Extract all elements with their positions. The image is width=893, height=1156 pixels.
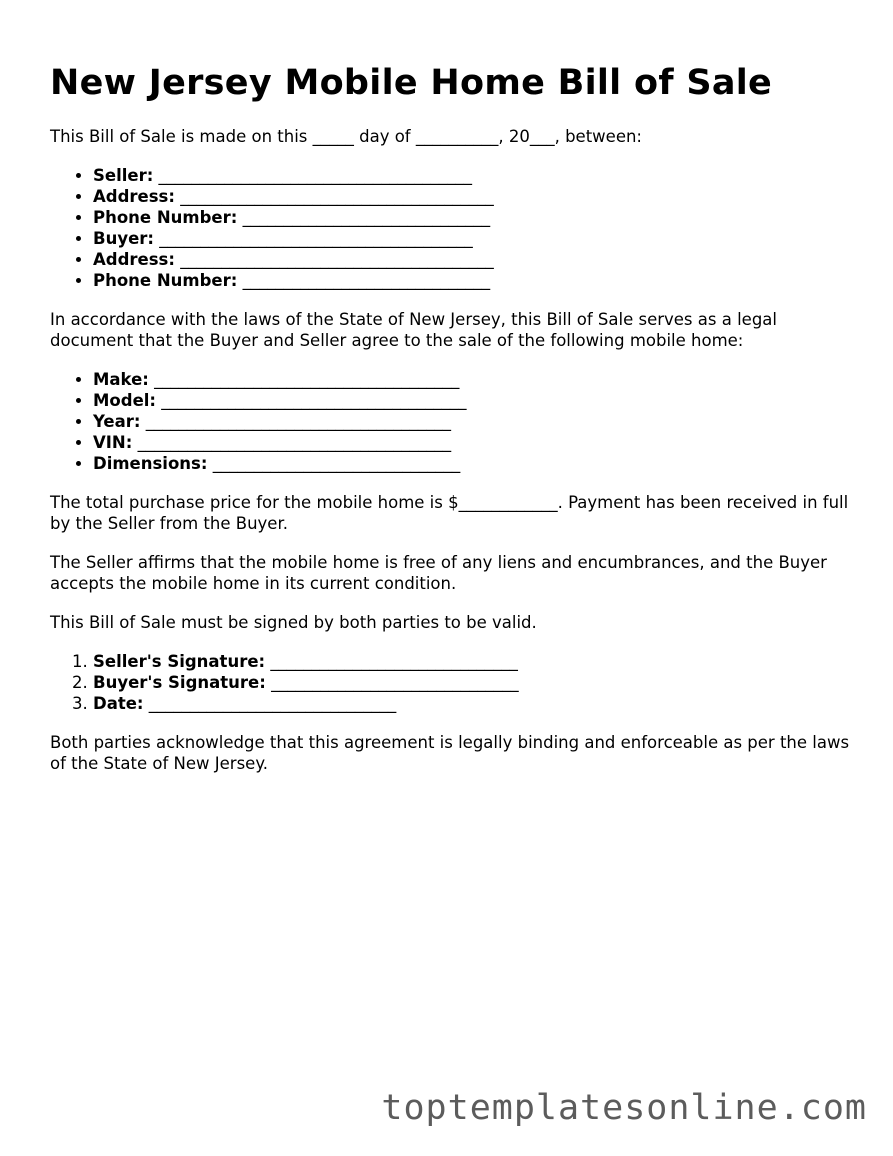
field-label: Phone Number: <box>93 208 238 227</box>
field-label: Address: <box>93 187 175 206</box>
parties-list <box>50 165 850 291</box>
signing-note: This Bill of Sale must be signed by both parties to be valid. <box>50 613 537 632</box>
list-item-seller <box>93 165 850 186</box>
document-page <box>50 56 850 792</box>
list-item-buyer-address <box>93 249 850 270</box>
field-blank: ______________________________________ <box>174 250 494 269</box>
accordance-paragraph: In accordance with the laws of the State of New Jersey, this Bill of Sale serves as a legal document that the Buyer and Seller agree to the sale of the following mobile home: <box>50 310 777 350</box>
field-label: Seller: <box>93 166 154 185</box>
field-label: Phone Number: <box>93 271 238 290</box>
field-blank: ______________________________________ <box>132 433 452 452</box>
list-item-seller-signature <box>93 651 850 672</box>
intro-paragraph: This Bill of Sale is made on this _____ day of __________, 20___, between: <box>50 127 642 146</box>
watermark: toptemplatesonline.com <box>381 1088 867 1128</box>
field-blank: _____________________________________ <box>148 370 460 389</box>
field-label: Buyer's Signature: <box>93 673 266 692</box>
list-item-seller-address <box>93 186 850 207</box>
field-blank: ______________________________________ <box>153 166 473 185</box>
list-item-buyer-signature <box>93 672 850 693</box>
home-details-list <box>50 369 850 474</box>
price-paragraph: The total purchase price for the mobile home is $____________. Payment has been received in full by the Seller from the Buyer. <box>50 493 849 533</box>
field-blank: ______________________________ <box>265 673 519 692</box>
field-label: Address: <box>93 250 175 269</box>
field-blank: ______________________________ <box>237 208 491 227</box>
field-label: Seller's Signature: <box>93 652 266 671</box>
field-label: Dimensions: <box>93 454 208 473</box>
list-item-buyer-phone <box>93 270 850 291</box>
list-item-make <box>93 369 850 390</box>
field-label: VIN: <box>93 433 133 452</box>
list-item-vin <box>93 432 850 453</box>
field-label: Make: <box>93 370 149 389</box>
field-blank: ______________________________________ <box>174 187 494 206</box>
list-item-date <box>93 693 850 714</box>
field-blank: ______________________________ <box>207 454 461 473</box>
field-blank: ______________________________ <box>265 652 518 671</box>
list-item-seller-phone <box>93 207 850 228</box>
field-blank: ______________________________ <box>143 694 397 713</box>
list-item-model <box>93 390 850 411</box>
field-blank: ______________________________ <box>237 271 491 290</box>
field-label: Model: <box>93 391 157 410</box>
field-blank: _____________________________________ <box>156 391 467 410</box>
document-title: New Jersey Mobile Home Bill of Sale <box>50 63 773 103</box>
field-blank: _____________________________________ <box>140 412 451 431</box>
affirmation-paragraph: The Seller affirms that the mobile home is free of any liens and encumbrances, and the Buyer accepts the mobile home in its current condition. <box>50 553 827 593</box>
list-item-buyer <box>93 228 850 249</box>
field-label: Year: <box>93 412 141 431</box>
closing-paragraph: Both parties acknowledge that this agreement is legally binding and enforceable as per the laws of the State of New Jersey. <box>50 733 850 773</box>
list-item-dimensions <box>93 453 850 474</box>
field-label: Date: <box>93 694 144 713</box>
field-blank: ______________________________________ <box>154 229 473 248</box>
field-label: Buyer: <box>93 229 155 248</box>
signatures-list <box>50 651 850 714</box>
list-item-year <box>93 411 850 432</box>
